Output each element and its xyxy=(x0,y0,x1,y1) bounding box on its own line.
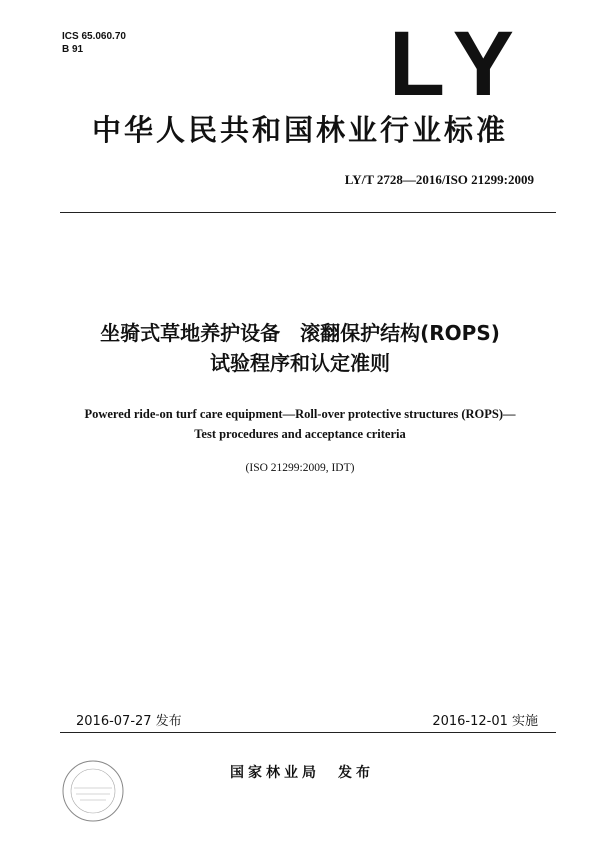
ics-code: ICS 65.060.70 xyxy=(62,31,126,42)
iso-reference: (ISO 21299:2009, IDT) xyxy=(245,462,355,474)
bottom-divider xyxy=(60,732,556,733)
issuing-authority: 国家林业局 发布 xyxy=(230,765,374,781)
ccs-code: B 91 xyxy=(62,44,84,55)
chinese-title-line1: 坐骑式草地养护设备 滚翻保护结构(ROPS) xyxy=(100,321,500,345)
english-title-line2: Test procedures and acceptance criteria xyxy=(194,427,406,441)
publish-date: 2016-07-27 发布 xyxy=(76,714,182,729)
chinese-title xyxy=(0,318,600,378)
top-divider xyxy=(60,212,556,213)
english-title-line1: Powered ride-on turf care equipment—Roll-over protective structures (ROPS)— xyxy=(84,407,516,421)
chinese-title-line2: 试验程序和认定准则 xyxy=(210,351,390,375)
implement-date: 2016-12-01 实施 xyxy=(432,714,538,729)
ics-classification xyxy=(62,30,126,56)
standard-code: LY/T 2728—2016/ISO 21299:2009 xyxy=(344,172,534,187)
english-title xyxy=(0,404,600,444)
circular-stamp-seal xyxy=(60,758,126,824)
standard-title: 中华人民共和国林业行业标准 xyxy=(91,113,508,147)
ly-logo: LY xyxy=(388,13,530,115)
